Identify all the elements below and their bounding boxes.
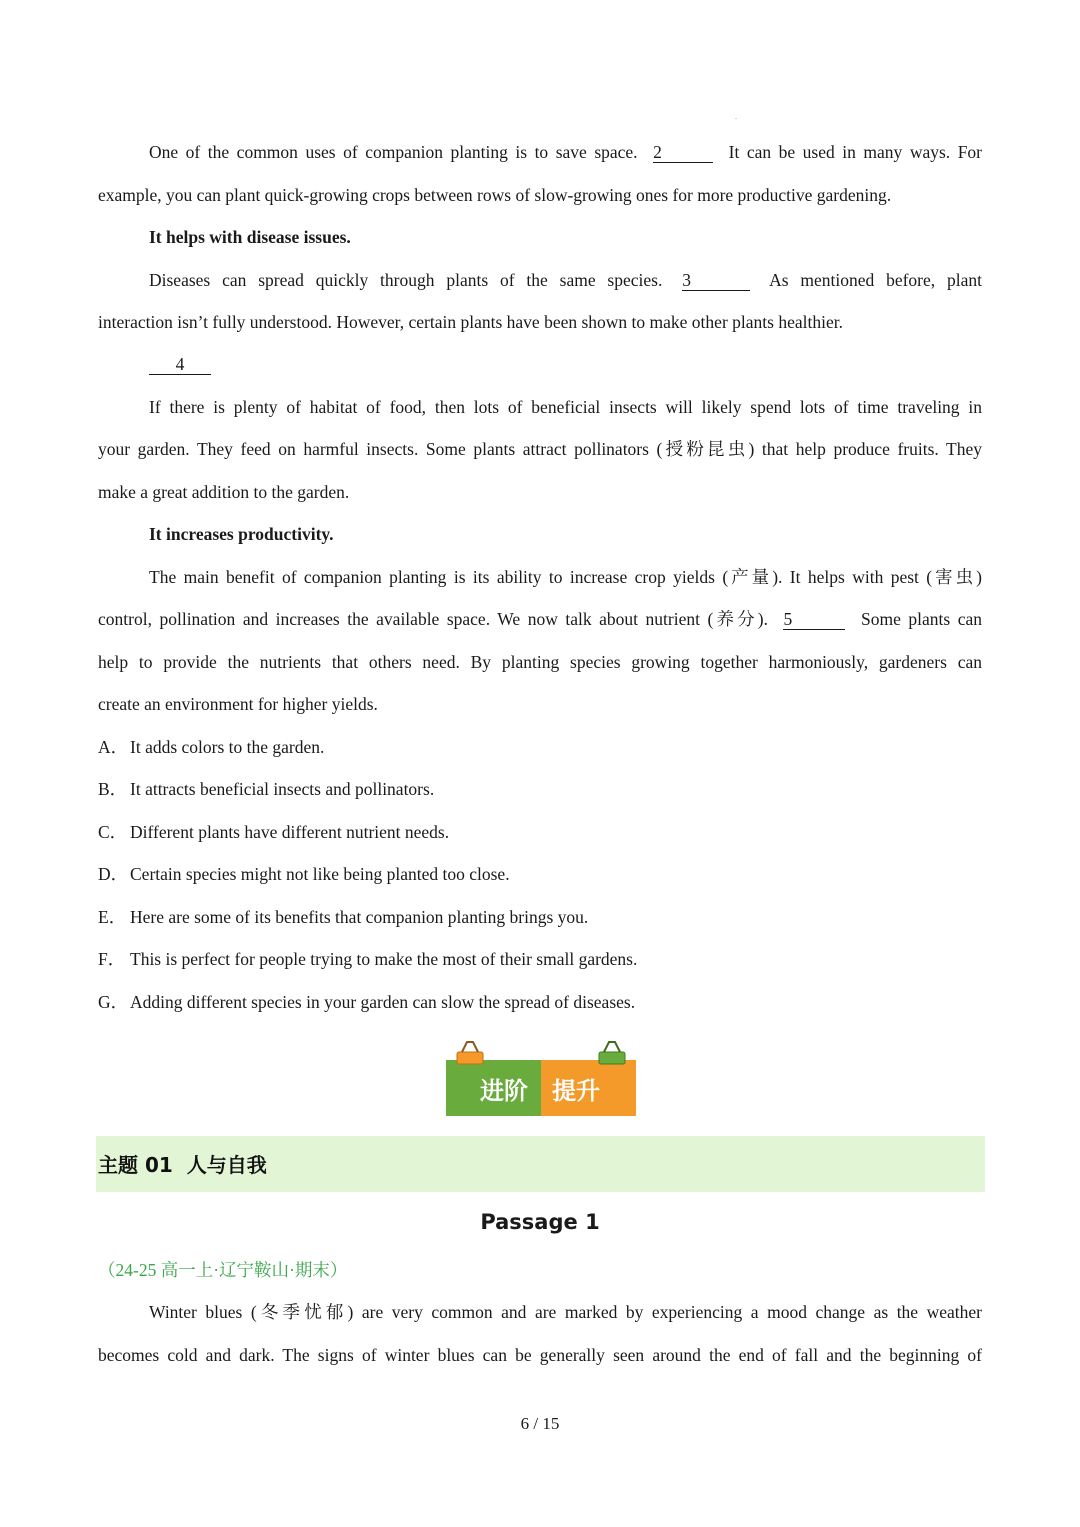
option-a[interactable]: A． It adds colors to the garden.: [98, 737, 325, 757]
paragraph-line: make a great addition to the garden.: [98, 482, 350, 502]
scan-mark: .: [735, 112, 737, 121]
paragraph-line: example, you can plant quick-growing crops between rows of slow-growing ones for more productive gardening.: [98, 185, 892, 205]
paragraph-line: Diseases can spread quickly through plants of the same species. 3 As mentioned before, plant: [149, 270, 982, 290]
answer-blank-3[interactable]: 3: [682, 270, 750, 291]
paragraph-line: create an environment for higher yields.: [98, 694, 378, 714]
section-heading: It helps with disease issues.: [149, 227, 351, 247]
heading-blank-line: [149, 352, 982, 376]
paragraph-line: One of the common uses of companion planting is to save space. 2 It can be used in many ways. For: [149, 142, 983, 162]
badge-left-text: 进阶: [480, 1077, 528, 1105]
option-f[interactable]: F． This is perfect for people trying to make the most of their small gardens.: [98, 949, 638, 969]
advance-badge: [445, 1040, 637, 1118]
option-d[interactable]: D． Certain species might not like being planted too close.: [98, 864, 510, 884]
paragraph-line: help to provide the nutrients that others need. By planting species growing together harmoniously, gardeners can: [98, 652, 982, 672]
binder-clip-right-icon: [599, 1042, 625, 1064]
paragraph-line: interaction isn’t fully understood. However, certain plants have been shown to make other plants healthier.: [98, 312, 843, 332]
answer-blank-4[interactable]: 4: [149, 354, 211, 375]
paragraph-line: The main benefit of companion planting is its ability to increase crop yields (产量). It helps with pest (害虫): [149, 567, 982, 587]
binder-clip-left-icon: [457, 1042, 483, 1064]
section-heading: It increases productivity.: [149, 524, 334, 544]
option-b[interactable]: B． It attracts beneficial insects and pollinators.: [98, 779, 435, 799]
paragraph-line: your garden. They feed on harmful insects. Some plants attract pollinators (授粉昆虫) that help produce fruits. They: [98, 439, 982, 459]
paragraph-line: becomes cold and dark. The signs of winter blues can be generally seen around the end of fall and the beginning of: [98, 1345, 982, 1365]
answer-blank-2[interactable]: 2: [653, 142, 713, 163]
theme-title: 主题 01 人与自我: [98, 1153, 267, 1177]
option-c[interactable]: C． Different plants have different nutrient needs.: [98, 822, 450, 842]
passage-title: Passage 1: [480, 1210, 600, 1234]
badge-right-text: 提升: [552, 1077, 600, 1105]
answer-blank-5[interactable]: 5: [783, 609, 845, 630]
paragraph-line: If there is plenty of habitat of food, then lots of beneficial insects will likely spend lots of time traveling in: [149, 397, 982, 417]
paragraph-line: control, pollination and increases the available space. We now talk about nutrient (养分). 5 Some plants can: [98, 609, 983, 629]
page-number: 6 / 15: [520, 1414, 560, 1433]
exam-source: （24-25 高一上·辽宁鞍山·期末）: [98, 1260, 348, 1280]
option-e[interactable]: E． Here are some of its benefits that companion planting brings you.: [98, 907, 589, 927]
option-g[interactable]: G． Adding different species in your garden can slow the spread of diseases.: [98, 992, 636, 1012]
paragraph-line: Winter blues (冬季忧郁) are very common and are marked by experiencing a mood change as the weather: [149, 1302, 982, 1322]
